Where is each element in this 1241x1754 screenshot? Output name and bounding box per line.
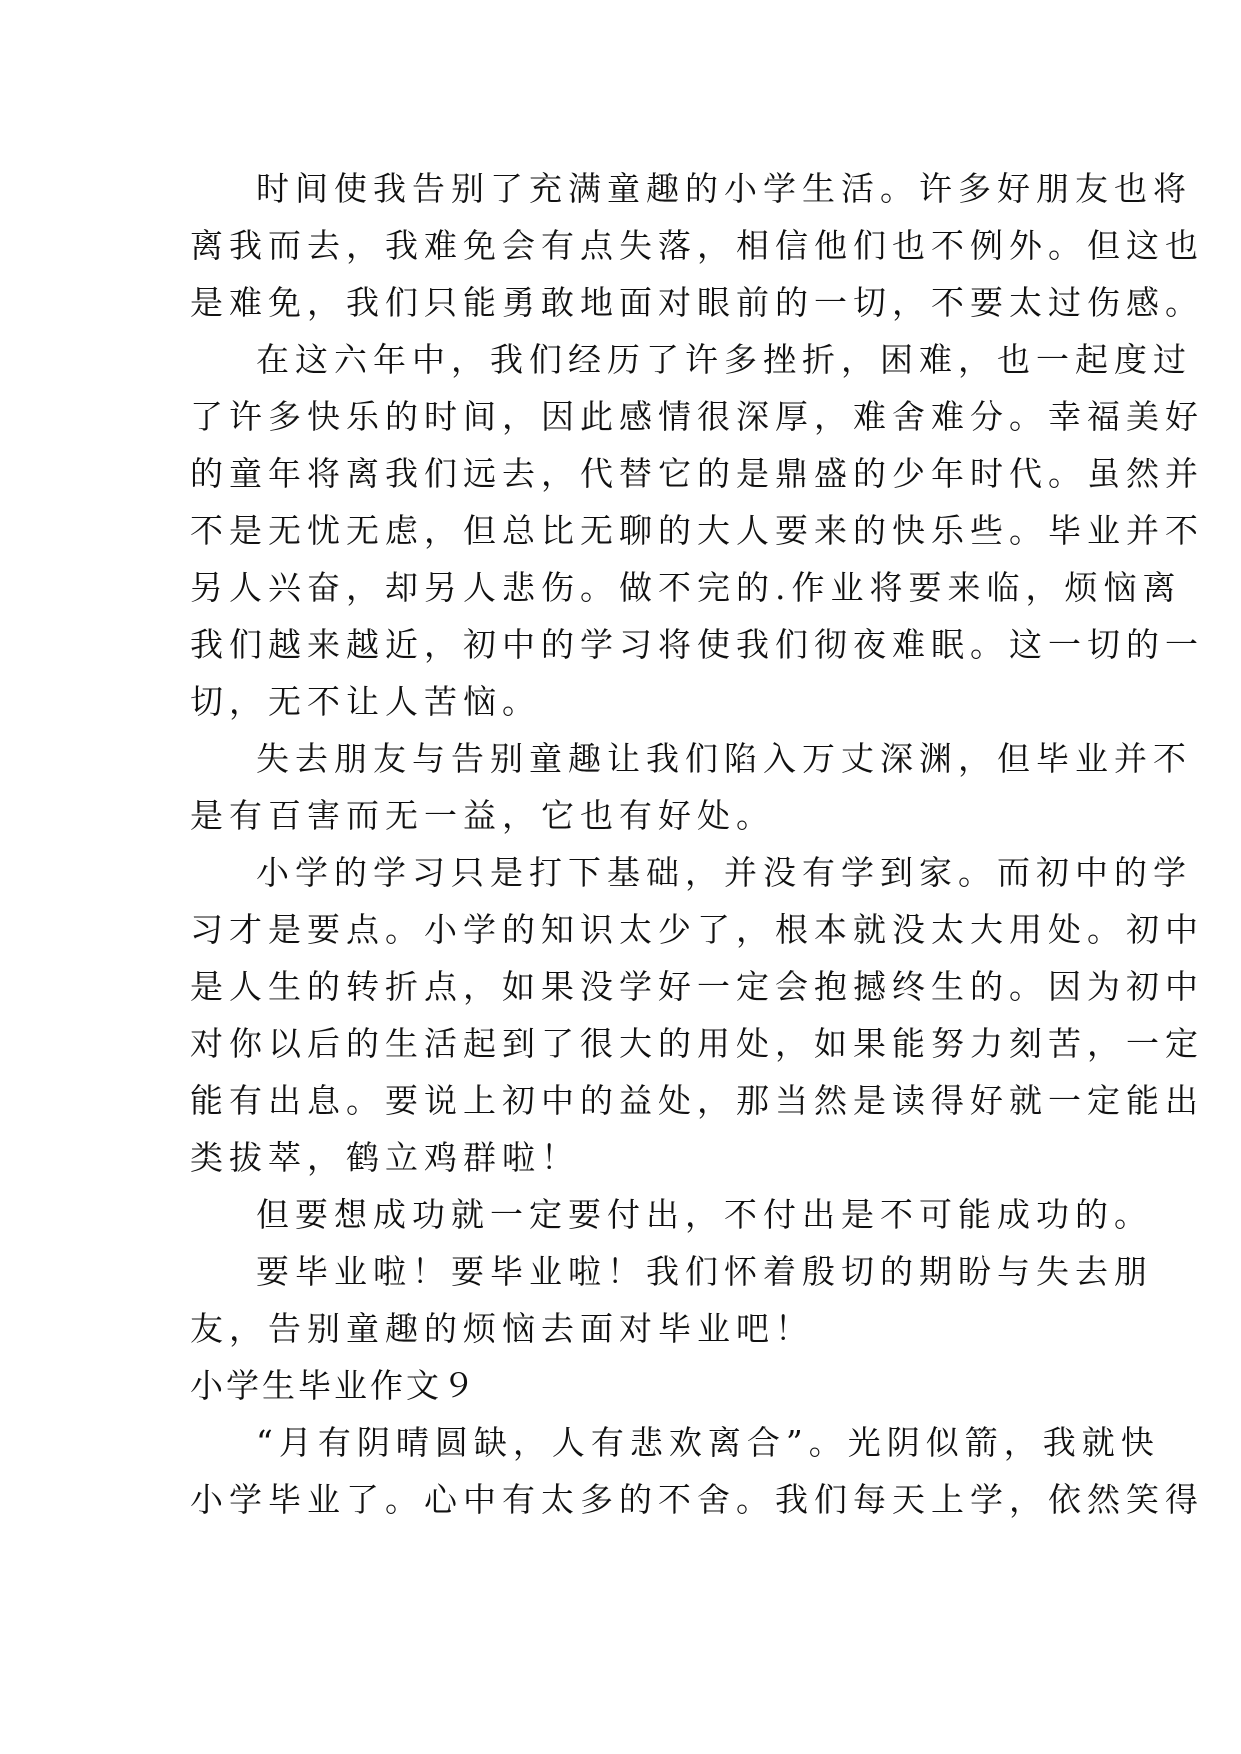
text-line: 我们越来越近，初中的学习将使我们彻夜难眠。这一切的一	[190, 625, 1204, 664]
text-line: 在这六年中，我们经历了许多挫折，困难，也一起度过	[256, 340, 1192, 379]
text-line: 对你以后的生活起到了很大的用处，如果能努力刻苦，一定	[190, 1024, 1204, 1063]
text-line: 的童年将离我们远去，代替它的是鼎盛的少年时代。虽然并	[190, 454, 1204, 493]
text-line: 友，告别童趣的烦恼去面对毕业吧！	[190, 1309, 814, 1348]
text-line: 不是无忧无虑，但总比无聊的大人要来的快乐些。毕业并不	[190, 511, 1204, 550]
text-line: 离我而去，我难免会有点失落，相信他们也不例外。但这也	[190, 226, 1204, 265]
section-heading: 小学生毕业作文９	[190, 1366, 478, 1405]
text-line: 但要想成功就一定要付出，不付出是不可能成功的。	[256, 1195, 1153, 1234]
text-line: 了许多快乐的时间，因此感情很深厚，难舍难分。幸福美好	[190, 397, 1204, 436]
text-line: 是难免，我们只能勇敢地面对眼前的一切，不要太过伤感。	[190, 283, 1204, 322]
text-line: 能有出息。要说上初中的益处，那当然是读得好就一定能出	[190, 1081, 1204, 1120]
text-line: 是人生的转折点，如果没学好一定会抱撼终生的。因为初中	[190, 967, 1204, 1006]
text-line: 切，无不让人苦恼。	[190, 682, 541, 721]
text-line: 失去朋友与告别童趣让我们陷入万丈深渊，但毕业并不	[256, 739, 1192, 778]
text-line: 习才是要点。小学的知识太少了，根本就没太大用处。初中	[190, 910, 1204, 949]
text-line: 要毕业啦！要毕业啦！我们怀着殷切的期盼与失去朋	[256, 1252, 1153, 1291]
text-line: 另人兴奋，却另人悲伤。做不完的.作业将要来临，烦恼离	[190, 568, 1182, 607]
text-line: “月有阴晴圆缺，人有悲欢离合”。光阴似箭，我就快	[256, 1423, 1160, 1462]
text-line: 是有百害而无一益，它也有好处。	[190, 796, 775, 835]
document-body	[190, 160, 1204, 1528]
text-line: 时间使我告别了充满童趣的小学生活。许多好朋友也将	[256, 169, 1192, 208]
text-line: 类拔萃，鹤立鸡群啦！	[190, 1138, 580, 1177]
text-line: 小学的学习只是打下基础，并没有学到家。而初中的学	[256, 853, 1192, 892]
text-line: 小学毕业了。心中有太多的不舍。我们每天上学，依然笑得	[190, 1480, 1204, 1519]
